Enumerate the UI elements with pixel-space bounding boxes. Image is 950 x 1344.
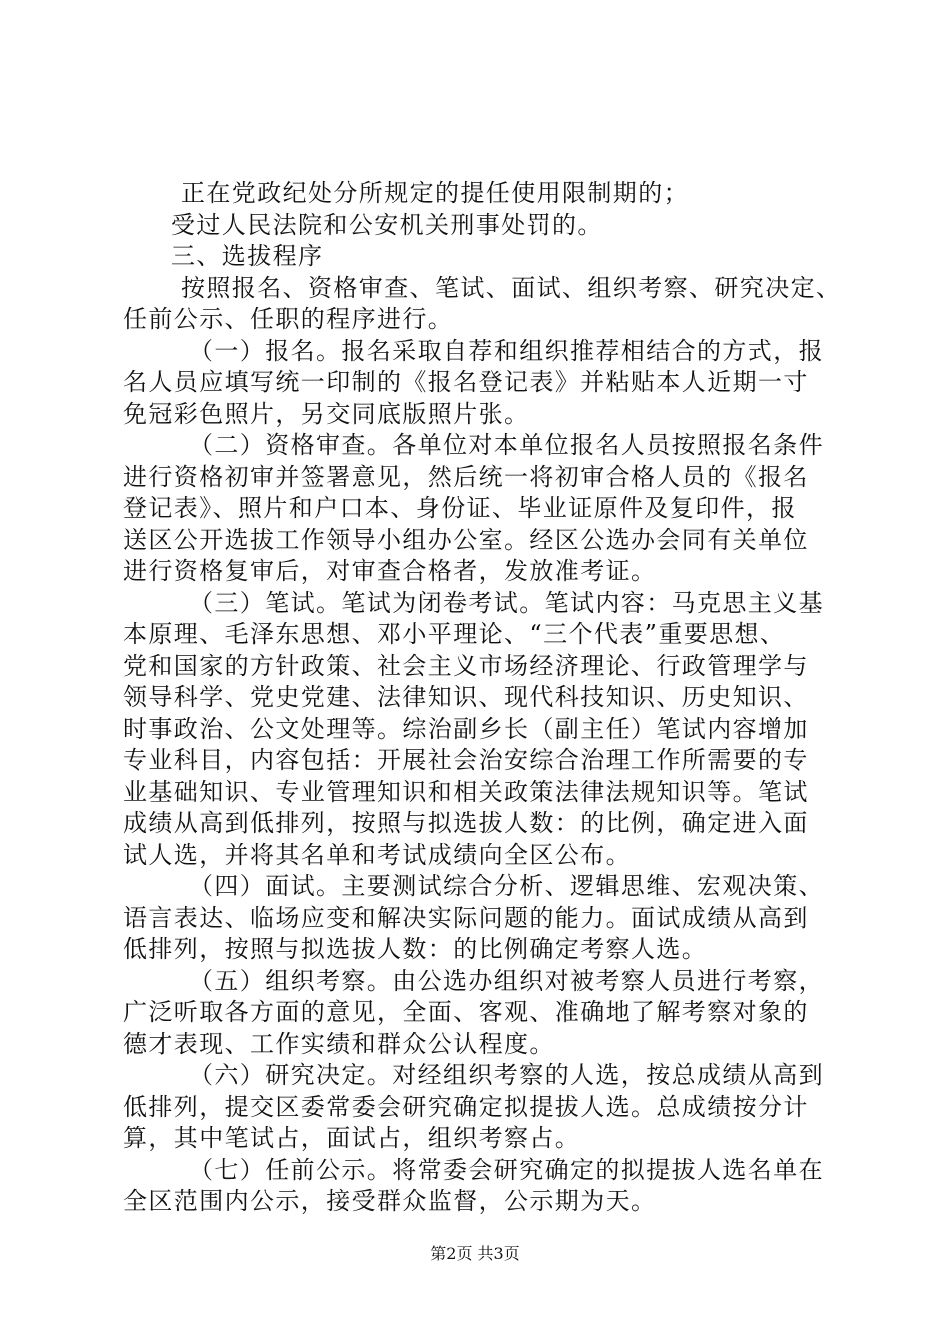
text-line: 进行资格复审后，对审查合格者，发放准考证。 bbox=[123, 557, 657, 585]
text-line: 专业科目，内容包括：开展社会治安综合治理工作所需要的专 bbox=[123, 746, 809, 774]
text-line: 登记表》、照片和户口本、身份证、毕业证原件及复印件，报 bbox=[123, 494, 797, 522]
text-line: 全区范围内公示，接受群众监督，公示期为天。 bbox=[123, 1187, 657, 1215]
text-line: 正在党政纪处分所规定的提任使用限制期的； bbox=[181, 179, 689, 207]
text-line: 德才表现、工作实绩和群众公认程度。 bbox=[123, 1029, 555, 1058]
text-line: 受过人民法院和公安机关刑事处罚的。 bbox=[171, 210, 603, 239]
text-line: 业基础知识、专业管理知识和相关政策法律法规知识等。笔试 bbox=[123, 777, 809, 806]
text-line: 广泛听取各方面的意见，全面、客观、准确地了解考察对象的 bbox=[123, 998, 809, 1026]
text-line: 领导科学、党史党建、法律知识、现代科技知识、历史知识、 bbox=[123, 683, 809, 711]
text-line: 成绩从高到低排列，按照与拟选拔人数：的比例，确定进入面 bbox=[123, 809, 809, 837]
text-line: （四）面试。主要测试综合分析、逻辑思维、宏观决策、 bbox=[189, 872, 824, 900]
document-body bbox=[123, 178, 842, 1218]
text-line: 党和国家的方针政策、社会主义市场经济理论、行政管理学与 bbox=[123, 651, 809, 680]
text-line: （七）任前公示。将常委会研究确定的拟提拔人选名单在 bbox=[189, 1155, 824, 1184]
text-line: 时事政治、公文处理等。综治副乡长（副主任）笔试内容增加 bbox=[123, 714, 809, 743]
text-line: 算，其中笔试占，面试占，组织考察占。 bbox=[123, 1124, 581, 1152]
text-line: （一）报名。报名采取自荐和组织推荐相结合的方式，报 bbox=[189, 336, 824, 365]
section-heading: 三、选拔程序 bbox=[171, 242, 324, 270]
text-line: 任前公示、任职的程序进行。 bbox=[123, 305, 454, 333]
text-line: （五）组织考察。由公选办组织对被考察人员进行考察， bbox=[189, 966, 824, 995]
text-line: 试人选，并将其名单和考试成绩向全区公布。 bbox=[123, 840, 631, 869]
text-line: （三）笔试。笔试为闭卷考试。笔试内容：马克思主义基 bbox=[189, 588, 824, 617]
text-line: 按照报名、资格审查、笔试、面试、组织考察、研究决定、 bbox=[181, 273, 842, 302]
text-line: （六）研究决定。对经组织考察的人选，按总成绩从高到 bbox=[189, 1061, 824, 1089]
text-line: 本原理、毛泽东思想、邓小平理论、“三个代表”重要思想、 bbox=[123, 620, 786, 648]
text-line: （二）资格审查。各单位对本单位报名人员按照报名条件 bbox=[189, 431, 824, 459]
page-number-footer: 第2页 共3页 bbox=[430, 1244, 520, 1263]
text-line: 低排列，提交区委常委会研究确定拟提拔人选。总成绩按分计 bbox=[123, 1092, 809, 1121]
text-line: 进行资格初审并签署意见，然后统一将初审合格人员的《报名 bbox=[123, 462, 809, 491]
text-line: 语言表达、临场应变和解决实际问题的能力。面试成绩从高到 bbox=[123, 903, 809, 932]
text-line: 名人员应填写统一印制的《报名登记表》并粘贴本人近期一寸 bbox=[123, 368, 809, 396]
text-line: 低排列，按照与拟选拔人数：的比例确定考察人选。 bbox=[123, 935, 708, 963]
text-line: 送区公开选拔工作领导小组办公室。经区公选办会同有关单位 bbox=[123, 525, 809, 554]
text-line: 免冠彩色照片，另交同底版照片张。 bbox=[123, 399, 530, 428]
